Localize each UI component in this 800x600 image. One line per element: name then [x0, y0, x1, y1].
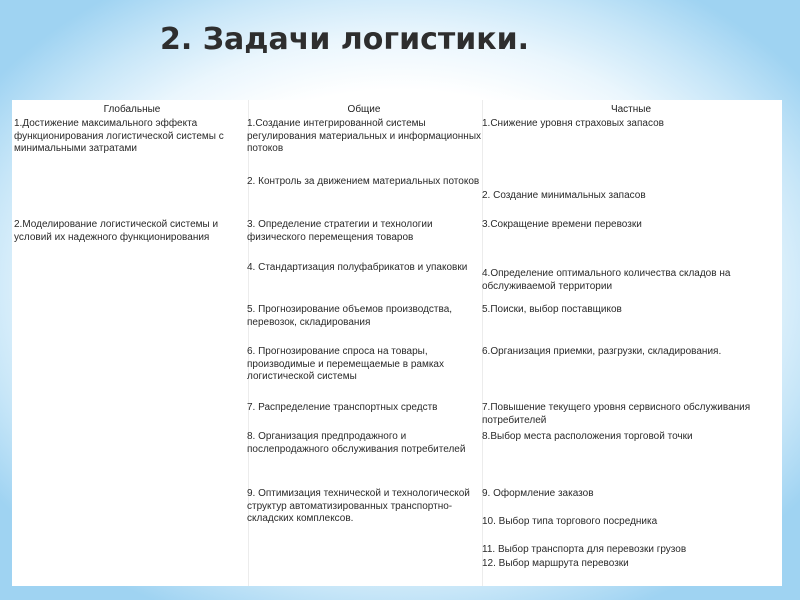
general-task: 5. Прогнозирование объемов производства, перевозок, складирования	[247, 304, 453, 328]
header-general: Общие	[347, 104, 381, 115]
private-task: 4.Определение оптимального количества складов на обслуживаемой территории	[482, 268, 731, 292]
private-task: 8.Выбор места расположения торговой точки	[482, 431, 693, 442]
header-private: Частные	[610, 104, 652, 115]
private-task: 6.Организация приемки, разгрузки, складирования.	[482, 346, 722, 357]
general-task: 3. Определение стратегии и технологии физического перемещения товаров	[247, 219, 433, 243]
general-task: 8. Организация предпродажного и послепродажного обслуживания потребителей	[247, 431, 466, 455]
header-global: Глобальные	[103, 104, 161, 115]
private-task: 7.Повышение текущего уровня сервисного обслуживания потребителей	[482, 402, 751, 426]
tasks-table	[12, 100, 782, 586]
general-task: 9. Оптимизация технической и технологической структур автоматизированных транспортно-складских комплексов.	[247, 488, 470, 524]
general-task: 4. Стандартизация полуфабрикатов и упаковки	[247, 262, 468, 273]
slide-title: 2. Задачи логистики.	[160, 22, 530, 57]
general-task: 7. Распределение транспортных средств	[247, 402, 438, 413]
general-task: 6. Прогнозирование спроса на товары, производимые и перемещаемые в рамках логистической системы	[247, 346, 444, 382]
private-task: 2. Создание минимальных запасов	[482, 190, 646, 201]
private-task: 3.Сокращение времени перевозки	[482, 219, 642, 230]
private-task: 12. Выбор маршрута перевозки	[482, 558, 629, 569]
private-task: 1.Снижение уровня страховых запасов	[482, 118, 664, 129]
private-task: 11. Выбор транспорта для перевозки грузов	[482, 544, 687, 555]
global-task: 1.Достижение максимального эффекта функционирования логистической системы с минимальными затратами	[14, 118, 224, 154]
private-task: 5.Поиски, выбор поставщиков	[482, 304, 622, 315]
general-task: 1.Создание интегрированной системы регулирования материальных и информационных потоков	[247, 118, 482, 154]
private-task: 9. Оформление заказов	[482, 488, 594, 499]
general-task: 2. Контроль за движением материальных потоков	[247, 176, 480, 187]
private-task: 10. Выбор типа торгового посредника	[482, 516, 658, 527]
global-task: 2.Моделирование логистической системы и условий их надежного функционирования	[14, 219, 219, 243]
